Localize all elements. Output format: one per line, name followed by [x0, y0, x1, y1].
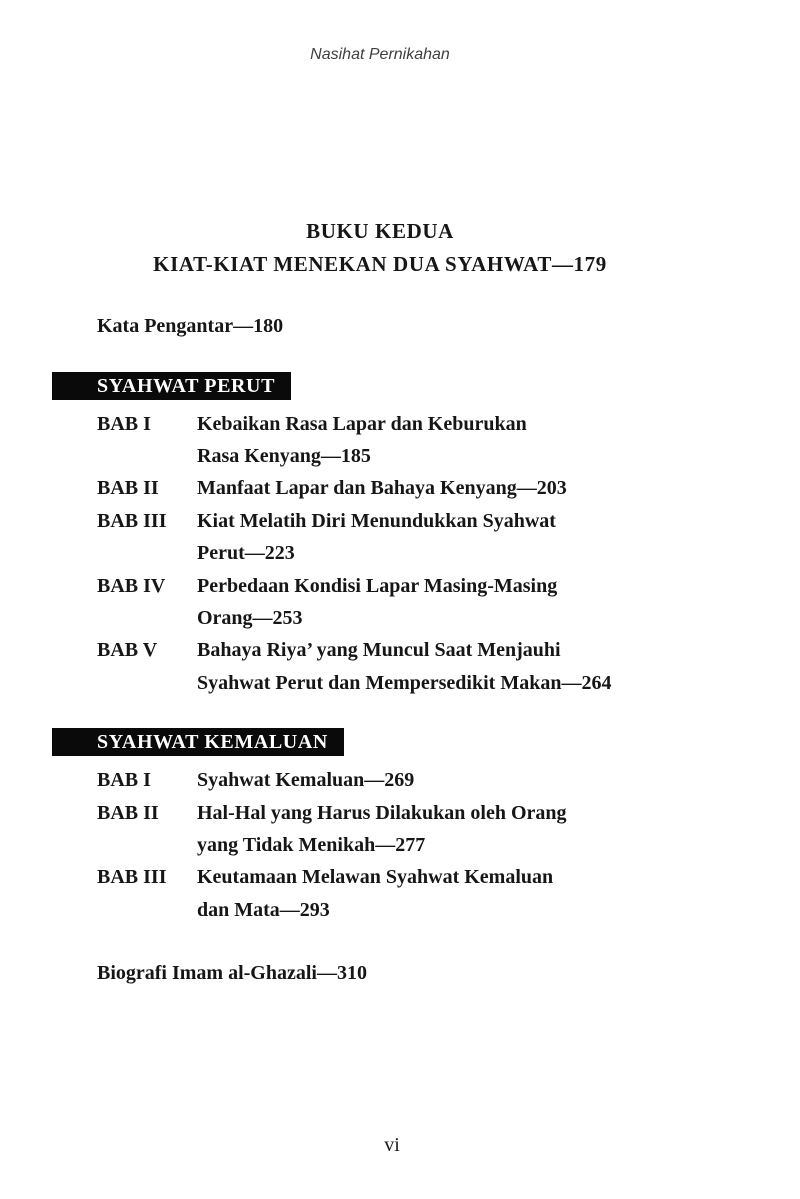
toc-entry-line: Rasa Kenyang—185	[197, 444, 371, 467]
book-title-line-1: BUKU KEDUA	[306, 219, 454, 243]
toc-entry-label: BAB IV	[97, 574, 166, 597]
toc-entry-label: BAB II	[97, 477, 159, 500]
toc-entry-label: BAB I	[97, 769, 151, 792]
toc-entry-title	[197, 408, 800, 473]
toc-entry	[97, 861, 800, 926]
book-title-block	[0, 215, 800, 280]
toc-entry	[97, 505, 800, 570]
toc-entry-line: Syahwat Kemaluan—269	[197, 769, 415, 792]
toc-entry-label: BAB III	[97, 509, 167, 532]
toc-entry-line: Kebaikan Rasa Lapar dan Keburukan	[197, 412, 527, 435]
toc-entry-line: Syahwat Perut dan Mempersedikit Makan—264	[197, 671, 612, 694]
toc-entry-title	[197, 797, 800, 862]
toc-entry	[97, 764, 800, 796]
toc-entry-title	[197, 505, 800, 570]
toc-entry-label: BAB V	[97, 639, 158, 662]
toc-entry-line: Keutamaan Melawan Syahwat Kemaluan	[197, 866, 554, 889]
toc-entry	[97, 472, 800, 504]
toc-entry-title	[197, 634, 800, 699]
toc-entry-title	[197, 764, 800, 796]
toc-list-syahwat-kemaluan	[97, 764, 800, 926]
toc-entry	[97, 570, 800, 635]
toc-entry-line: Manfaat Lapar dan Bahaya Kenyang—203	[197, 477, 567, 500]
toc-entry-line: Kiat Melatih Diri Menundukkan Syahwat	[197, 509, 556, 532]
toc-entry-line: Hal-Hal yang Harus Dilakukan oleh Orang	[197, 801, 567, 824]
toc-entry-line: dan Mata—293	[197, 898, 330, 921]
page-number: vi	[384, 1133, 400, 1156]
toc-entry-line: Perbedaan Kondisi Lapar Masing-Masing	[197, 574, 558, 597]
toc-entry-line: Bahaya Riya’ yang Muncul Saat Menjauhi	[197, 639, 561, 662]
toc-entry	[97, 797, 800, 862]
toc-list-syahwat-perut	[97, 408, 800, 700]
preface-entry: Kata Pengantar—180	[97, 315, 284, 337]
section-heading-wrap	[0, 728, 800, 756]
toc-entry-line: Orang—253	[197, 606, 303, 629]
biography-entry: Biografi Imam al-Ghazali—310	[97, 962, 367, 985]
toc-entry	[97, 634, 800, 699]
toc-entry-label: BAB III	[97, 866, 167, 889]
toc-entry-title	[197, 472, 800, 504]
toc-entry-line: yang Tidak Menikah—277	[197, 833, 426, 856]
running-header: Nasihat Pernikahan	[310, 46, 450, 63]
section-heading-syahwat-kemaluan: SYAHWAT KEMALUAN	[52, 728, 344, 756]
toc-entry	[97, 408, 800, 473]
book-title-line-2: KIAT-KIAT MENEKAN DUA SYAHWAT—179	[153, 251, 607, 276]
toc-entry-label: BAB II	[97, 801, 159, 824]
toc-entry-title	[197, 861, 800, 926]
toc-entry-line: Perut—223	[197, 542, 295, 565]
toc-entry-title	[197, 570, 800, 635]
section-heading-syahwat-perut: SYAHWAT PERUT	[52, 372, 291, 400]
section-heading-wrap	[0, 372, 800, 400]
toc-entry-label: BAB I	[97, 412, 151, 435]
